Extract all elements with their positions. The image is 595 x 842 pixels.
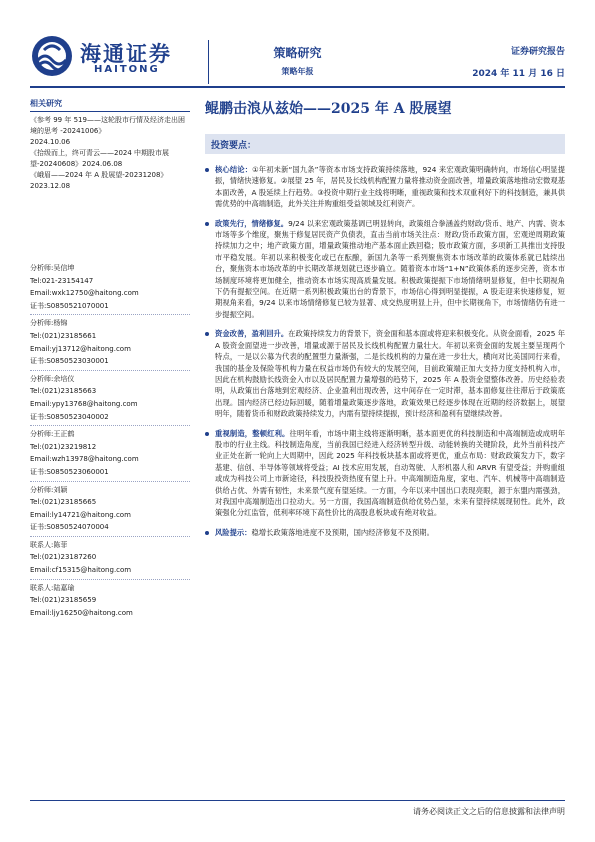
- related-ref[interactable]: 《峨眉——2024 年 A 股展望-20231208》: [30, 171, 168, 179]
- header-rule: [30, 86, 565, 88]
- key-point: [205, 428, 565, 519]
- analyst-list: [30, 262, 190, 619]
- key-point: [205, 164, 565, 210]
- key-point-lead: 风险提示：: [215, 527, 252, 537]
- dotted-divider: [30, 425, 190, 426]
- analyst-name: 分析师:杨锦: [30, 319, 68, 328]
- related-research: [30, 98, 190, 192]
- analyst-email[interactable]: Email:wxk12750@haitong.com: [30, 289, 139, 298]
- analyst-card: [30, 262, 190, 315]
- key-point: [205, 328, 565, 419]
- key-points-bar: [205, 134, 565, 154]
- key-point-lead: 政策先行，情绪修复。: [215, 218, 289, 228]
- analyst-cert: 证书:S0850523030001: [30, 357, 109, 366]
- analyst-name: 分析师:余培仪: [30, 374, 75, 383]
- logo-text-cn: 海通证券: [80, 41, 172, 66]
- bullet-icon: [205, 222, 209, 226]
- related-ref[interactable]: 《参考 99 年 519——这轮股市行情及经济走出困境的思考 -20241006》: [30, 116, 185, 135]
- footer-rule: [30, 800, 565, 801]
- related-ref-date: 2024.10.06: [30, 138, 71, 146]
- doc-type: 策略研究: [273, 46, 322, 60]
- key-point-text: ①年初未新“国九条”等资本市场支持政策持续落地，924 来宏观政策明确转向，市场信心明显提振，情绪快速修复。②展望 25 年，居民及长线机构配置力量将推动资金面改善，增量政策落地推动宏微观基本面改善，A 股延续上行趋势。③投资中期行业主线将明晰，重视政策和技术双重利好下的科技制造，兼具供需优势的中高端制造，此外关注并购重组受益领域及红利资产。: [215, 165, 565, 209]
- analyst-email[interactable]: Email:wzh13978@haitong.com: [30, 455, 139, 464]
- contact-tel: Tel:(021)23185659: [30, 596, 97, 605]
- contact-card: [30, 539, 190, 580]
- analyst-name: 分析师:吴信坤: [30, 264, 75, 272]
- key-points-label: 投资要点：: [211, 140, 257, 151]
- analyst-tel: Tel:(021)23219812: [30, 442, 97, 451]
- key-point-lead: 重视制造，整顿红利。: [215, 428, 290, 438]
- analyst-card: [30, 428, 190, 481]
- related-research-heading: 相关研究: [30, 99, 62, 108]
- dotted-divider: [30, 536, 190, 537]
- report-title: 鲲鹏击浪从兹始——2025 年 A 股展望: [205, 101, 452, 117]
- related-ref-date: 2023.12.08: [30, 182, 71, 190]
- dotted-divider: [30, 481, 190, 482]
- related-ref[interactable]: 《拾级而上，终可青云——2024 中期股市展望-20240608》2024.06.08: [30, 149, 170, 168]
- doc-subtype: 策略年报: [281, 67, 314, 76]
- analyst-tel: Tel:(021)23185665: [30, 498, 97, 507]
- key-point-text: 往明年看，市场中期主线将逐渐明晰，基本面更优的科技制造和中高端制造或成明年股市的行业主线。科技制造角度，当前我国已经进入经济转型升级、动能转换的关键阶段，此外当前科技产业正处在新一轮向上大周期中，因此 2025 年科技板块基本面或将更优，重点布局：财政政策发力下，数字基建、信创、半导体等领域将受益；AI 技术应用发展，自动驾驶、人形机器人和 ARVR 有望受益；并购重组或成为科技公司上市新途径，科技股投资热度有望上升。中高端制造角度，家电、汽车、机械等中高端制造供给占优、外需有韧性，未来景气度有望延续。一方面，今年以来中国出口表现亮眼，源于东盟内需强劲，对我国中高端制造出口拉动大。另一方面，我国高端制造供给优势凸显，未来有望持续展现韧性。此外，政策强化分红监管，低利率环境下高性价比的高股息板块或有绝对收益。: [215, 428, 565, 518]
- dotted-divider: [30, 314, 190, 315]
- report-date: 2024 年 11 月 16 日: [472, 69, 565, 79]
- analyst-tel: Tel:(021)23185661: [30, 331, 97, 340]
- disclaimer-note: 请务必阅读正文之后的信息披露和法律声明: [413, 807, 565, 816]
- report-label: 证券研究报告: [510, 47, 565, 57]
- bullet-icon: [205, 432, 209, 436]
- main-content: [205, 98, 565, 546]
- logo-text-en: HAITONG: [94, 64, 160, 75]
- contact-name: 联系人:陆嘉瑜: [30, 583, 75, 592]
- key-point-lead: 核心结论：: [215, 165, 253, 174]
- analyst-email[interactable]: Email:ly14721@haitong.com: [30, 510, 131, 519]
- key-points-list: [205, 164, 565, 538]
- bullet-icon: [205, 332, 209, 336]
- key-point-lead: 资金改善，盈利回升。: [215, 329, 289, 339]
- key-point-text: 稳增长政策落地进度不及预期，国内经济修复不及预期。: [251, 527, 434, 537]
- contact-tel: Tel:(021)23187260: [30, 553, 97, 562]
- contact-card: [30, 582, 190, 620]
- bullet-icon: [205, 531, 209, 535]
- analyst-tel: Tel:021-23154147: [30, 276, 94, 285]
- analyst-cert: 证书:S0850521070001: [30, 301, 109, 310]
- analyst-card: [30, 317, 190, 370]
- contact-email[interactable]: Email:ljy16250@haitong.com: [30, 608, 133, 617]
- key-point: [205, 527, 565, 538]
- analyst-tel: Tel:(021)23185663: [30, 387, 97, 396]
- analyst-cert: 证书:S0850523060001: [30, 467, 109, 476]
- contact-email[interactable]: Email:cf15315@haitong.com: [30, 566, 132, 575]
- analyst-card: [30, 484, 190, 537]
- analyst-cert: 证书:S0850523040002: [30, 412, 109, 421]
- dotted-divider: [30, 370, 190, 371]
- analyst-card: [30, 373, 190, 426]
- contact-name: 联系人:陈菲: [30, 540, 68, 549]
- analyst-name: 分析师:刘颖: [30, 485, 68, 494]
- key-point-text: 在政策持续发力的背景下，资金面和基本面或将迎来积极变化。从资金面看，2025 年 A 股资金面望进一步改善，增量或源于居民及长线机构配置力量壮大。年初以来资金面的发展主要呈现两个特点，一是以公募为代表的配置型力量渐强，二是长线机构的力量在进一步壮大，横向对比美国同行来看，我国的基金及保险等机构力量在权益市场仍有较大的发展空间，目前政策端正加大支持力度支持机构入市，因此在机构鼓励长线资金入市以及居民配置力量增强的趋势下，2025 年 A 股资金望整体改善。历史经验表明，从政策出台落地到宏观经济、企业盈利出现改善，这中间存在一定时滞，基本面修复往往滞后于政策底出现。国内经济已经边际回暖，随着增量政策逐步落地，政策效果已经逐步体现在近期的经济数据上，展望明年，随着货币和财政政策持续发力，内需有望持续提振，预计经济和盈利有望继续改善。: [215, 329, 566, 419]
- dotted-divider: [30, 579, 190, 580]
- sidebar-rule: [30, 111, 190, 112]
- analyst-cert: 证书:S0850524070004: [30, 523, 109, 532]
- bullet-icon: [205, 168, 209, 172]
- analyst-name: 分析师:王正鹤: [30, 430, 75, 439]
- key-point: [205, 218, 565, 321]
- key-point-text: 9/24 以来宏观政策基调已明显转向，政策组合拳涵盖约财政/货币、地产、内需、资本市场等多个维度，聚焦于修复居民资产负债表，直击当前市场关注点：财政/货币政策方面，宏观逆周期政策持续加力之中；地产政策方面，增量政策推动地产基本面止跌回稳；股市政策方面，多项新工具推出支持股市平稳发展。年初以来积极变化或已在酝酿，新国九条等一系列聚焦资本市场改革的政策体系就已陆续出台，聚焦资本市场改革的中长期改革规划就已逐步确立。随着资本市场“1+N”政策体系的逐步完善，资本市场制度环境将更加健全，推动资本市场实现高质量发展。积极政策提振下市场情绪明显修复，但中长期视角下仍有提振空间。在近期一系列积极政策出台的背景下，市场信心得到明显提振，A 股走迎来快速修复，短期视角来看，9/24 以来市场情绪修复已较为显著、成交热度明显上升，但中长期视角下，市场情绪仍有进一步提振空间。: [215, 218, 565, 319]
- analyst-email[interactable]: Email:ypy13768@haitong.com: [30, 399, 138, 408]
- analyst-email[interactable]: Email:yj13712@haitong.com: [30, 344, 131, 353]
